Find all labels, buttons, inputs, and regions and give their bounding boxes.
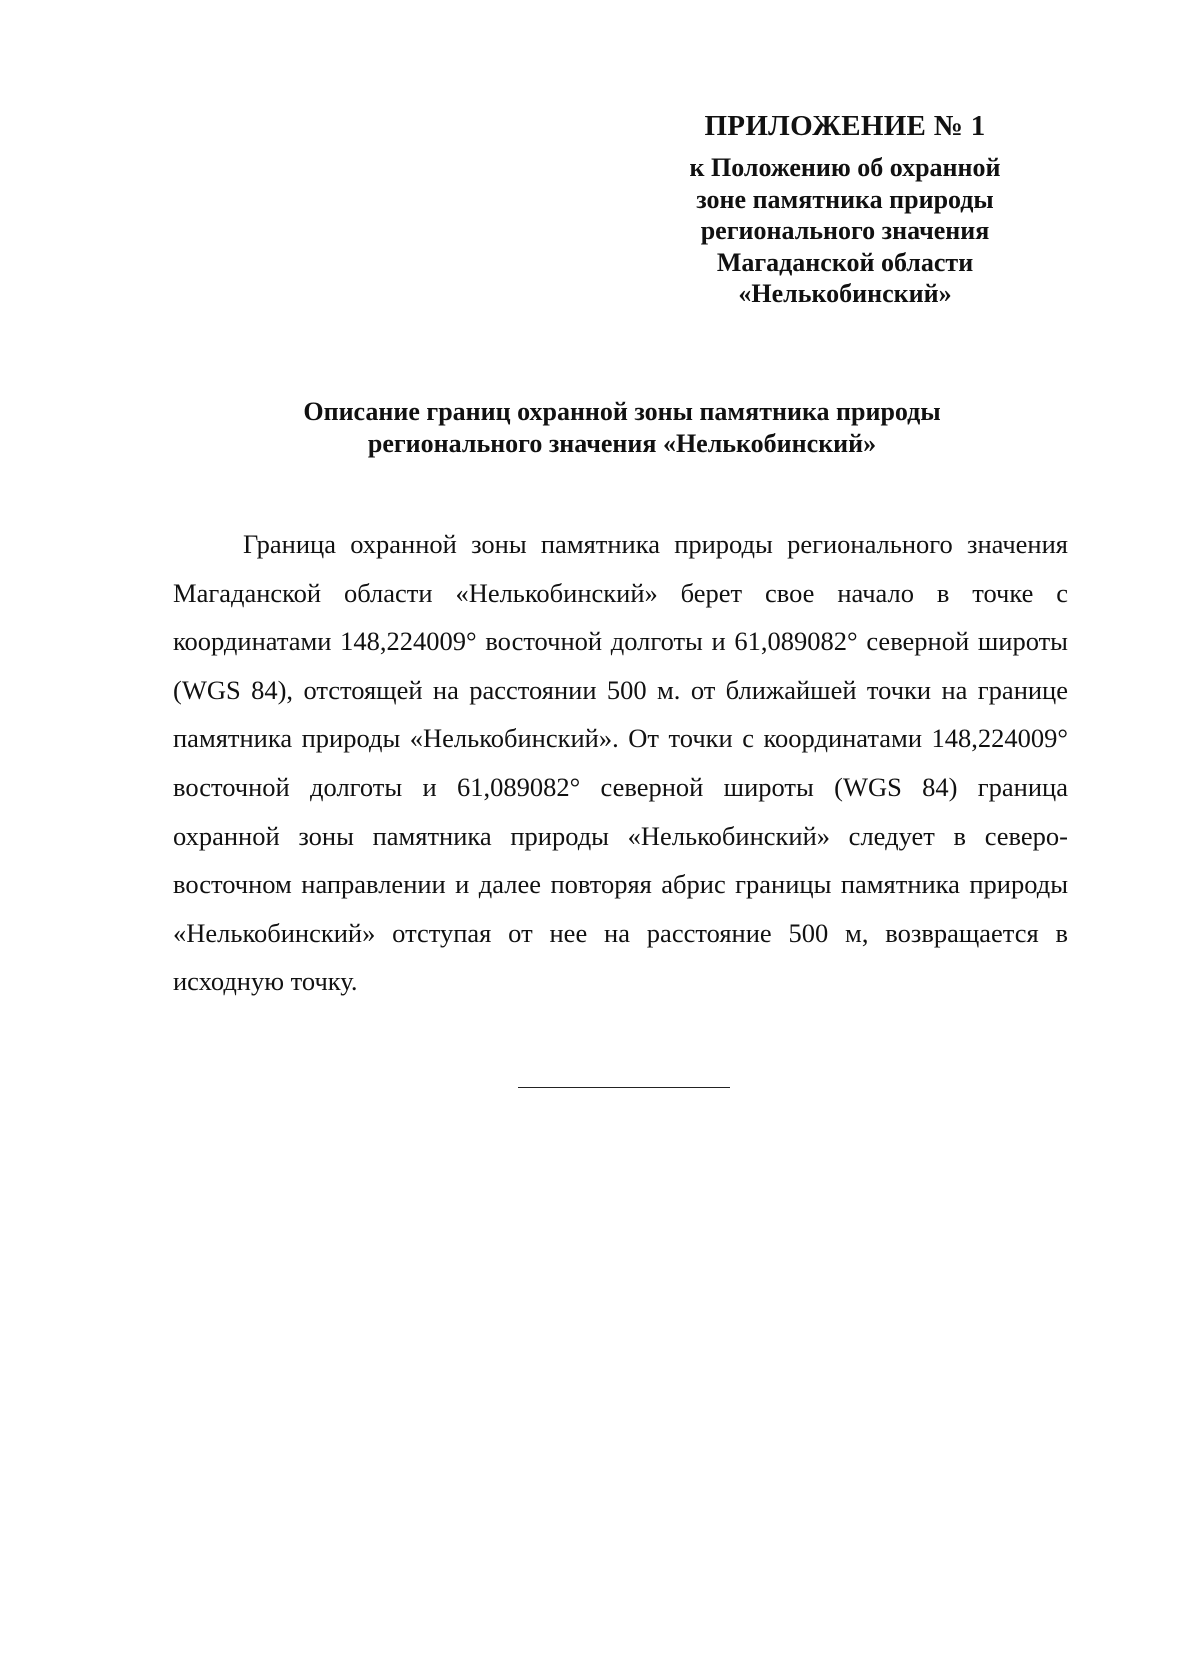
appendix-title: ПРИЛОЖЕНИЕ № 1 [704,110,986,142]
document-heading-line: регионального значения «Нелькобинский» [367,429,877,458]
appendix-header [660,108,1030,310]
appendix-subtitle-line: регионального значения [700,216,990,245]
body-paragraph: Граница охранной зоны памятника природы регионального значения Магаданской области «Нелькобинский» берет свое начало в точке с координатами 148,224009° восточной долготы и 61,089082° северной широты (WGS 84), отстоящей на расстоянии 500 м. от ближайшей точки на границе памятника природы «Нелькобинский». От точки с координатами 148,224009° восточной долготы и 61,089082° северной широты (WGS 84) граница охранной зоны памятника природы «Нелькобинский» следует в северо-восточном направлении и далее повторяя абрис границы памятника природы «Нелькобинский» отступая от нее на расстояние 500 м, возвращается в исходную точку. [173,529,1068,997]
document-heading-line: Описание границ охранной зоны памятника природы [303,397,941,426]
appendix-subtitle-line: «Нелькобинский» [738,279,952,308]
closing-separator-line [518,1087,730,1088]
document-heading [172,396,1072,460]
appendix-subtitle [660,152,1030,310]
appendix-subtitle-line: Магаданской области [716,247,974,277]
appendix-subtitle-line: к Положению об охранной [689,153,1001,182]
appendix-subtitle-line: зоне памятника природы [696,184,994,214]
